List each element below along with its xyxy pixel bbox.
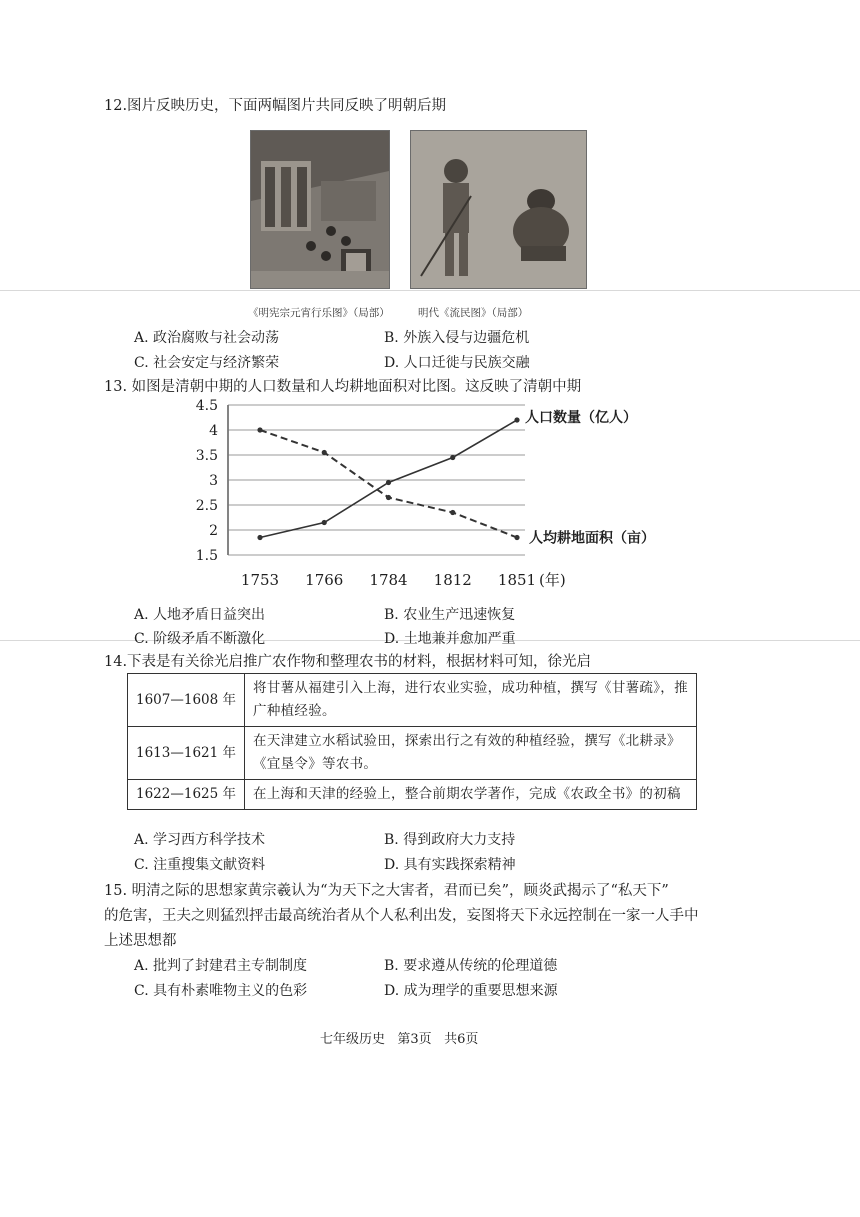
- chart-point: [450, 455, 455, 460]
- table-cell-content: 在上海和天津的经验上，整合前期农学著作，完成《农政全书》的初稿: [245, 780, 697, 810]
- table-row: [128, 674, 697, 727]
- table-cell-year: 1613—1621 年: [128, 727, 245, 780]
- chart-series-label-farmland: 人均耕地面积（亩）: [529, 530, 655, 547]
- q15-stem-line3: 上述思想都: [104, 933, 177, 949]
- q15-option-c: C. 具有朴素唯物主义的色彩: [134, 983, 308, 999]
- chart-point: [386, 495, 391, 500]
- chart-point: [257, 535, 262, 540]
- q14-option-b: B. 得到政府大力支持: [384, 832, 516, 848]
- table-cell-content: 将甘薯从福建引入上海，进行农业实验，成功种植，撰写《甘薯疏》，推广种植经验。: [245, 674, 697, 727]
- q14-option-d: D. 具有实践探索精神: [384, 857, 516, 873]
- q14-stem: 14.下表是有关徐光启推广农作物和整理农书的材料，根据材料可知，徐光启: [104, 654, 592, 670]
- chart-y-tick-label: 2.5: [195, 498, 218, 514]
- chart-series-line-0: [260, 420, 517, 538]
- chart-x-tick-label: 1851: [497, 571, 537, 589]
- chart-x-tick-label: 1812: [433, 571, 472, 589]
- q12-option-d: D. 人口迁徙与民族交融: [384, 355, 530, 371]
- chart-series: [257, 417, 519, 540]
- chart-x-tick-label: 1753: [240, 571, 280, 589]
- table-cell-year: 1607—1608 年: [128, 674, 245, 727]
- scan-artifact-line: [0, 290, 860, 291]
- chart-y-tick-label: 1.5: [195, 548, 218, 564]
- q13-option-d: D. 土地兼并愈加严重: [384, 631, 516, 647]
- q13-option-c: C. 阶级矛盾不断激化: [134, 631, 266, 647]
- page-footer: 七年级历史 第3页 共6页: [320, 1032, 479, 1047]
- q13-option-b: B. 农业生产迅速恢复: [384, 607, 516, 623]
- chart-x-tick-label: 1766: [305, 571, 344, 589]
- q14-table: [127, 673, 697, 810]
- chart-point: [514, 417, 519, 422]
- chart-y-tick-label: 3: [209, 473, 218, 489]
- chart-point: [386, 480, 391, 485]
- q12-picture-refugees: [410, 130, 587, 289]
- chart-y-tick-label: 4.5: [195, 398, 218, 414]
- q15-option-a: A. 批判了封建君主专制制度: [134, 958, 308, 974]
- q12-option-b: B. 外族入侵与边疆危机: [384, 330, 530, 346]
- chart-series-label-population: 人口数量（亿人）: [525, 410, 637, 426]
- chart-point: [322, 450, 327, 455]
- table-row: [128, 780, 697, 810]
- table-cell-year: 1622—1625 年: [128, 780, 245, 810]
- chart-point: [450, 510, 455, 515]
- chart-point: [514, 535, 519, 540]
- q12-caption-left: 《明宪宗元宵行乐图》（局部）: [248, 307, 390, 319]
- q12-caption-right: 明代《流民图》（局部）: [418, 307, 529, 319]
- q15-option-b: B. 要求遵从传统的伦理道德: [384, 958, 558, 974]
- chart-point: [257, 427, 262, 432]
- chart-y-tick-label: 3.5: [195, 448, 218, 464]
- q14-option-c: C. 注重搜集文献资料: [134, 857, 266, 873]
- q15-stem-line2: 的危害，王夫之则猛烈抨击最高统治者从个人私利出发，妄图将天下永远控制在一家一人手中: [104, 908, 699, 924]
- chart-x-tick-label: 1784: [369, 571, 408, 589]
- q15-option-d: D. 成为理学的重要思想来源: [384, 983, 558, 999]
- table-row: [128, 727, 697, 780]
- chart-y-tick-label: 2: [209, 523, 218, 539]
- q12-option-a: A. 政治腐败与社会动荡: [134, 330, 280, 346]
- table-cell-content: 在天津建立水稻试验田，探索出行之有效的种植经验，撰写《北耕录》《宜垦令》等农书。: [245, 727, 697, 780]
- chart-y-ticks: [196, 398, 218, 564]
- q15-stem-line1: 15. 明清之际的思想家黄宗羲认为“为天下之大害者，君而已矣”，顾炎武揭示了“私天下”: [104, 883, 669, 899]
- q13-option-a: A. 人地矛盾日益突出: [134, 607, 266, 623]
- q14-option-a: A. 学习西方科学技术: [134, 832, 266, 848]
- chart-x-ticks: [241, 571, 536, 589]
- chart-grid: [228, 405, 525, 555]
- chart-point: [322, 520, 327, 525]
- q13-stem: 13. 如图是清朝中期的人口数量和人均耕地面积对比图。这反映了清朝中期: [104, 379, 582, 395]
- q12-picture-festival: [250, 130, 390, 289]
- chart-x-axis-label: (年): [539, 571, 566, 589]
- q13-line-chart: [180, 395, 660, 600]
- q12-option-c: C. 社会安定与经济繁荣: [134, 355, 280, 371]
- q12-stem: 12.图片反映历史，下面两幅图片共同反映了明朝后期: [104, 98, 447, 114]
- chart-y-tick-label: 4: [209, 423, 218, 439]
